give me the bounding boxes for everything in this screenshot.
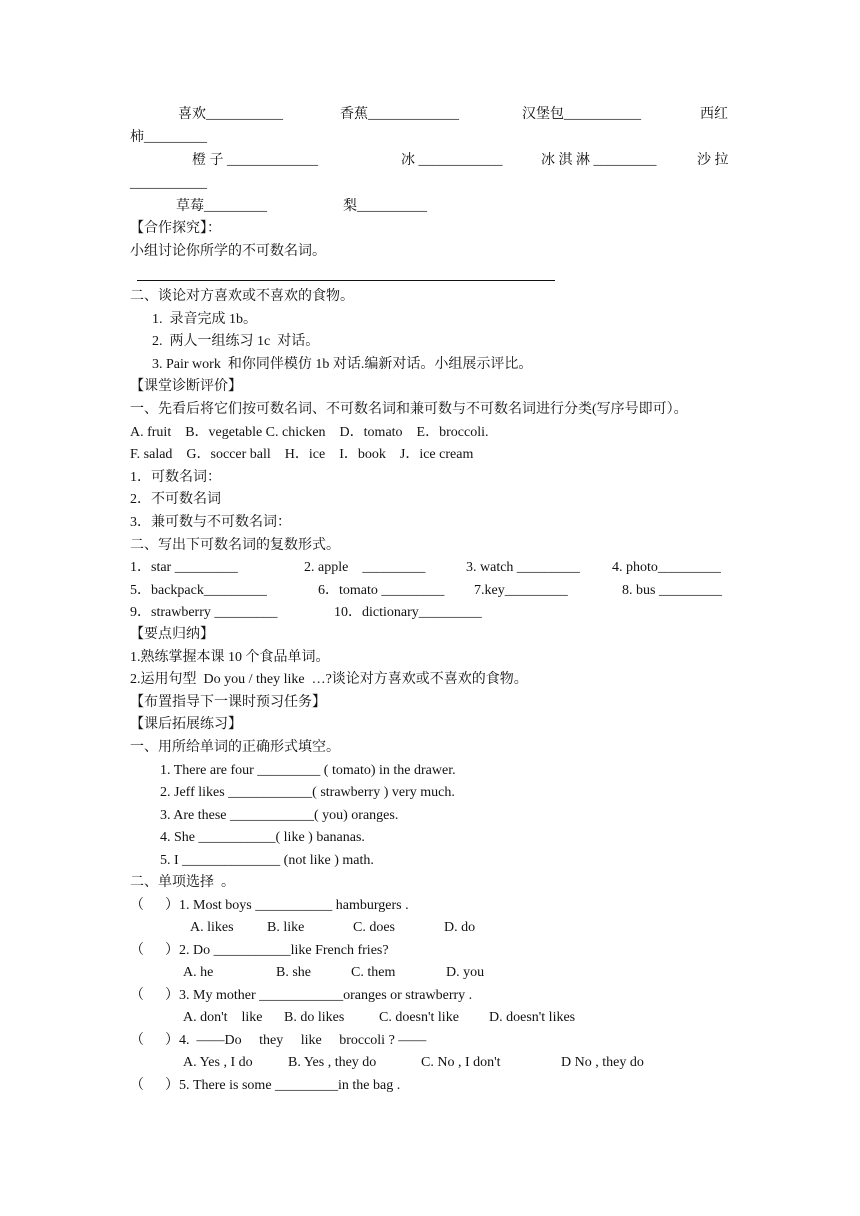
mc-2-stem: （ ）2. Do ___________like French fries? (130, 943, 389, 958)
plural-8: 8. bus _________ (622, 583, 722, 598)
section2-item-1: 1. 录音完成 1b。 (152, 312, 257, 327)
summary-item-2: 2.运用句型 Do you / they like …?谈论对方喜欢或不喜欢的食物。 (130, 672, 528, 687)
mc-1-opt-d: D. do (444, 920, 476, 935)
mc-4-opt-b: B. Yes , they do (288, 1055, 377, 1070)
coop-task: 小组讨论你所学的不可数名词。 (130, 244, 326, 259)
plural-9: 9．strawberry _________ (130, 605, 278, 620)
diagnosis-q1: 一、先看后将它们按可数名词、不可数名词和兼可数与不可数名词进行分类(写序号即可）。 (130, 402, 688, 417)
section2-item-3: 3. Pair work 和你同伴模仿 1b 对话.编新对话。小组展示评比。 (152, 357, 533, 372)
extension-heading: 【课后拓展练习】 (130, 717, 242, 732)
diagnosis-options-2: F. salad G．soccer ball H．ice I．book J．ice cream (130, 447, 474, 462)
vocab-icecream: 冰 淇 淋 _________ (541, 153, 657, 168)
fill-5: 5. I ______________ (not like ) math. (160, 853, 374, 868)
mc-1-opt-b: B. like (267, 920, 305, 935)
mc-2-opt-b: B. she (276, 965, 311, 980)
mc-5-stem: （ ）5. There is some _________in the bag . (130, 1078, 401, 1093)
mc-4-stem: （ ）4. ——Do they like broccoli ? —— (130, 1033, 427, 1048)
vocab-orange: 橙 子 _____________ (192, 153, 318, 168)
mc-3-stem: （ ）3. My mother ____________oranges or strawberry . (130, 988, 473, 1003)
mc-3-opt-a: A. don't like (183, 1010, 263, 1025)
fill-2: 2. Jeff likes ____________( strawberry ) very much. (160, 785, 455, 800)
plural-4: 4. photo_________ (612, 560, 721, 575)
mc-2-opt-a: A. he (183, 965, 214, 980)
vocab-strawberry: 草莓_________ (176, 199, 267, 214)
guide-heading: 【布置指导下一课时预习任务】 (130, 695, 326, 710)
vocab-like: 喜欢___________ (178, 107, 283, 122)
mc-3-opt-b: B. do likes (284, 1010, 345, 1025)
section2-heading: 二、谈论对方喜欢或不喜欢的食物。 (130, 289, 354, 304)
fill-3: 3. Are these ____________( you) oranges. (160, 808, 399, 823)
vocab-hamburger: 汉堡包___________ (522, 107, 641, 122)
plural-6: 6．tomato _________ (318, 583, 445, 598)
mc-4-opt-a: A. Yes , I do (183, 1055, 253, 1070)
answer-line (137, 280, 555, 281)
diagnosis-q2: 二、写出下可数名词的复数形式。 (130, 538, 340, 553)
mc-4-opt-c: C. No , I don't (421, 1055, 501, 1070)
plural-2: 2. apple _________ (304, 560, 426, 575)
plural-10: 10．dictionary_________ (334, 605, 482, 620)
section2-item-2: 2. 两人一组练习 1c 对话。 (152, 334, 320, 349)
mc-2-opt-c: C. them (351, 965, 396, 980)
fill-4: 4. She ___________( like ) bananas. (160, 830, 365, 845)
plural-7: 7.key_________ (474, 583, 568, 598)
mc-1-opt-c: C. does (353, 920, 395, 935)
diagnosis-heading: 【课堂诊断评价】 (130, 379, 242, 394)
mc-1-stem: （ ）1. Most boys ___________ hamburgers . (130, 898, 409, 913)
mc-3-opt-d: D. doesn't likes (489, 1010, 576, 1025)
mc-4-opt-d: D No , they do (561, 1055, 644, 1070)
vocab-tomato-cont: 柿_________ (130, 130, 207, 145)
plural-5: 5．backpack_________ (130, 583, 267, 598)
category-countable: 1．可数名词： (130, 470, 221, 485)
vocab-salad-start: 沙 拉 (697, 153, 729, 168)
plural-1: 1．star _________ (130, 560, 238, 575)
vocab-ice: 冰 ____________ (401, 153, 503, 168)
plural-3: 3. watch _________ (466, 560, 580, 575)
summary-item-1: 1.熟练掌握本课 10 个食品单词。 (130, 650, 330, 665)
mc-2-opt-d: D. you (446, 965, 485, 980)
mc-3-opt-c: C. doesn't like (379, 1010, 459, 1025)
extension-q2: 二、单项选择 。 (130, 875, 235, 890)
fill-1: 1. There are four _________ ( tomato) in the drawer. (160, 763, 456, 778)
vocab-tomato-start: 西红 (700, 107, 728, 122)
coop-heading: 【合作探究】： (130, 221, 221, 236)
category-uncountable: 2．不可数名词 (130, 492, 221, 507)
vocab-pear: 梨__________ (343, 199, 427, 214)
extension-q1: 一、用所给单词的正确形式填空。 (130, 740, 340, 755)
category-both: 3．兼可数与不可数名词： (130, 515, 291, 530)
summary-heading: 【要点归纳】 (130, 627, 214, 642)
vocab-salad-cont: ___________ (130, 176, 207, 191)
mc-1-opt-a: A. likes (190, 920, 234, 935)
vocab-banana: 香蕉_____________ (340, 107, 459, 122)
diagnosis-options-1: A. fruit B．vegetable C. chicken D．tomato E．broccoli. (130, 425, 489, 440)
